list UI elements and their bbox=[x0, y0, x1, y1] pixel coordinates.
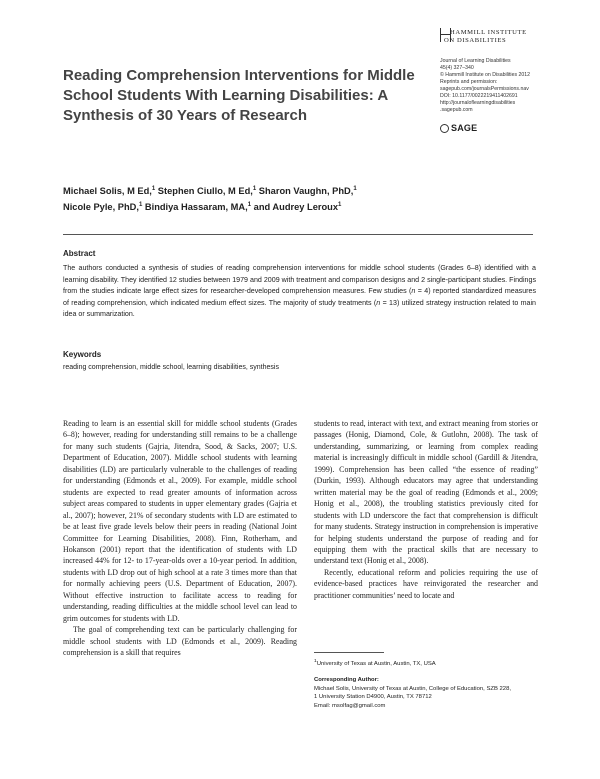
journal-meta bbox=[440, 58, 590, 114]
header-divider bbox=[63, 234, 533, 235]
abstract-part: = 13) utilized strategy instruction related to main idea or summarization. bbox=[63, 298, 536, 319]
meta-line: 45(4) 327–340 bbox=[440, 65, 474, 71]
corresponding-author-email: Email: msolfag@gmail.com bbox=[314, 702, 386, 709]
abstract-n-symbol: n bbox=[376, 298, 381, 307]
meta-line: Reprints and permission: bbox=[440, 79, 498, 85]
author-affiliation-sup: 1 bbox=[353, 186, 357, 192]
author-name: Sharon Vaughn, PhD, bbox=[258, 186, 354, 197]
author-affiliation-sup: 1 bbox=[138, 202, 143, 209]
author-affiliation-sup: 1 bbox=[151, 186, 156, 192]
abstract-text bbox=[63, 263, 536, 321]
body-paragraph: students to read, interact with text, and extract meaning from stories or passages (Honig, Diamond, Cole, & Gutlohn, 2008). The task of understanding, summarizing, or learning from complex reading material is increasingly difficult in middle school (Gardill & Jitendra, 1999). Comprehension has been called “the essence of reading” (Durkin, 1993). Although educators may agree that understanding written material may be the goal of reading (Edmonds et al., 2009; Honig et al., 2008), the troubling statistics previously cited for students with LD underscore the fact that comprehension is difficult for many students. Strategy instruction in comprehension is imperative for helping students understand the purpose of reading and for equipping them with the practical skills that are necessary to understand text (Honig et al., 2008). bbox=[314, 419, 538, 566]
meta-line: DOI: 10.1177/0022219411402691 bbox=[440, 93, 518, 99]
author-name: and Audrey Leroux bbox=[253, 202, 339, 213]
author-name: Nicole Pyle, PhD, bbox=[63, 202, 139, 213]
keywords-heading: Keywords bbox=[63, 350, 102, 359]
author-affiliation-sup: 1 bbox=[247, 202, 252, 209]
affiliation-line bbox=[314, 658, 544, 668]
body-column-right bbox=[314, 418, 538, 601]
corresponding-author-line: Michael Solis, University of Texas at Austin, College of Education, SZB 228, bbox=[314, 685, 511, 692]
meta-line: sagepub.com/journalsPermissions.nav bbox=[440, 86, 529, 92]
footnote-divider bbox=[314, 652, 384, 653]
abstract-part: = 4) reported standardized measures of reading comprehension, which indicated medium effect sizes. The majority of study treatments ( bbox=[63, 287, 536, 307]
abstract-part: The authors conducted a synthesis of studies of reading comprehension interventions for middle school students (Grades 6–8) identified with a learning disability. They identified 12 studies between 1979 and 2009 with treatment and comparison designs and 2 single-participant studies. Findings from the studies indicate large effect sizes for researcher-developed comprehension measures. Few studies ( bbox=[63, 264, 536, 296]
abstract-heading: Abstract bbox=[63, 249, 96, 258]
body-column-left bbox=[63, 418, 297, 659]
corresponding-author-heading: Corresponding Author: bbox=[314, 677, 379, 684]
abstract-n-symbol: n bbox=[411, 287, 416, 296]
sage-logo-icon bbox=[440, 124, 449, 133]
article-title: Reading Comprehension Interventions for Middle School Students With Learning Disabilities: A Synthesis of 30 Years of Research bbox=[63, 67, 415, 124]
meta-line: Journal of Learning Disabilities bbox=[440, 58, 511, 64]
author-name: Michael Solis, M Ed, bbox=[63, 186, 152, 197]
publisher-logo bbox=[440, 123, 477, 133]
logo-line-2: ON DISABILITIES bbox=[444, 37, 507, 44]
meta-line: © Hammill Institute on Disabilities 2012 bbox=[440, 72, 531, 78]
meta-line: http://journaloflearningdisabilities bbox=[440, 100, 516, 106]
body-paragraph: The goal of comprehending text can be particularly challenging for middle school students with LD (Edmonds et al., 2009). Reading comprehension is a skill that requires bbox=[63, 625, 297, 658]
keywords-text: reading comprehension, middle school, learning disabilities, synthesis bbox=[63, 364, 279, 371]
meta-line: .sagepub.com bbox=[440, 107, 473, 113]
author-affiliation-sup: 1 bbox=[338, 202, 342, 209]
corresponding-author-line: 1 University Station D4900, Austin, TX 78712 bbox=[314, 694, 432, 701]
body-paragraph: Reading to learn is an essential skill for middle school students (Grades 6–8); however, reading for understanding still remains to be a challenge for many such students (Gajria, Jitendra, Sood, & Sacks, 2007; U.S. Department of Education, 2007). Middle school students with learning disabilities (LD) are particularly vulnerable to the challenges of reading for understanding (Edmonds et al., 2009). For example, middle school students are expected to read greater amounts of information across subject areas compared to students in upper elementary grades (Gajria et al., 2007); however, 21% of secondary students with LD are estimated to be at least five grade levels below their peers in reading (National Joint Committee for Learning Disabilities, 2008). Finn, Rotherham, and Hokanson (2001) report that the identification of students with LD increased 44% for 12- to 17-year-olds over a 10-year period. In addition, students with LD drop out of high school at a rate 3 times more than that for normally achieving peers (U.S. Department of Education, 2007). Without effective instruction to facilitate access to reading for understanding, reading difficulties at the middle school level can lead to grim outcomes for students with LD. bbox=[63, 419, 297, 623]
affiliation-sup: 1 bbox=[314, 659, 317, 664]
author-name: Bindiya Hassaram, MA, bbox=[144, 202, 248, 213]
body-paragraph: Recently, educational reform and policies requiring the use of evidence-based practices have reinvigorated the researcher and practitioner communities’ need to locate and bbox=[314, 567, 538, 600]
logo-line-1: HAMMILL INSTITUTE bbox=[450, 29, 527, 36]
affiliation-text: University of Texas at Austin, Austin, TX, USA bbox=[316, 660, 436, 667]
author-name: Stephen Ciullo, M Ed, bbox=[157, 186, 253, 197]
author-affiliation-sup: 1 bbox=[252, 186, 257, 192]
publisher-name: SAGE bbox=[451, 123, 478, 133]
footnote bbox=[314, 658, 544, 710]
author-list bbox=[63, 182, 443, 214]
